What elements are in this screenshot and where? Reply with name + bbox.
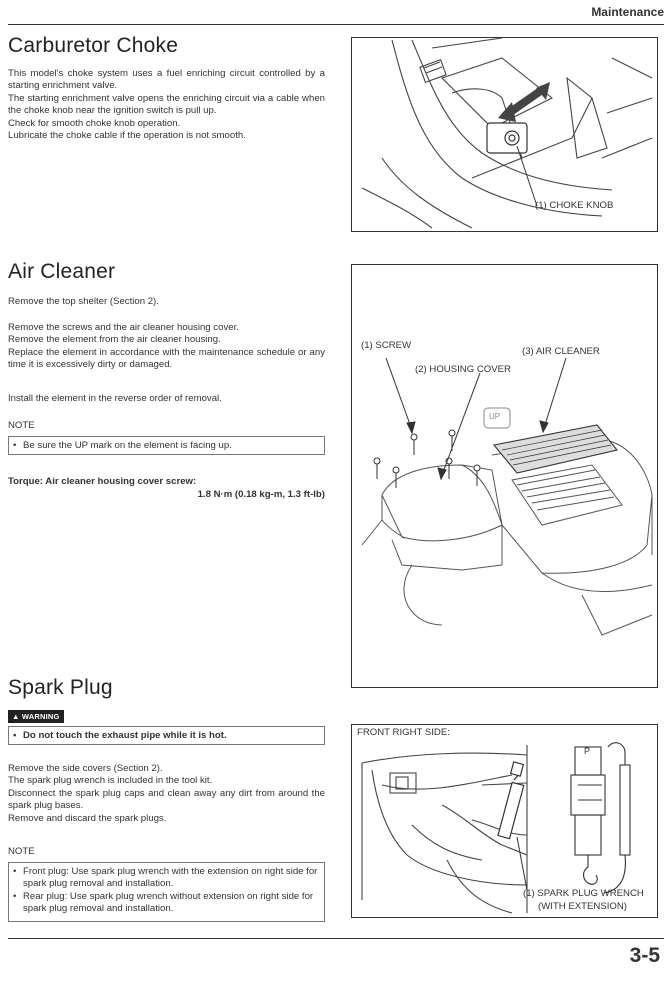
- wrench-p-mark: P: [584, 746, 591, 756]
- warning-box: [8, 726, 325, 745]
- section-title: Maintenance: [591, 5, 664, 19]
- air-note-box: [8, 436, 325, 455]
- choke-knob-figure: [351, 37, 658, 232]
- torque-label: Torque: Air cleaner housing cover screw:: [8, 476, 197, 487]
- torque-value: 1.8 N·m (0.18 kg-m, 1.3 ft-lb): [197, 489, 325, 500]
- spark-paragraph: Remove the side covers (Section 2).: [8, 763, 163, 774]
- spark-paragraph: Remove and discard the spark plugs.: [8, 812, 167, 824]
- air-cleaner-label: (3) AIR CLEANER: [522, 346, 600, 357]
- spark-wrench-label-extension: (WITH EXTENSION): [538, 901, 628, 912]
- air-paragraph: Remove the screws and the air cleaner housing cover.: [8, 322, 239, 333]
- page-header: [8, 0, 664, 25]
- air-paragraph: Remove the element from the air cleaner housing.: [8, 334, 221, 346]
- air-note-heading: NOTE: [8, 420, 35, 431]
- carburetor-choke-heading: Carburetor Choke: [8, 34, 179, 57]
- warning-badge-text: WARNING: [21, 712, 60, 721]
- air-paragraph: Replace the element in accordance with the maintenance schedule or any time it is excessively dirty or damaged.: [8, 346, 325, 371]
- spark-paragraph: The spark plug wrench is included in the tool kit.: [8, 775, 213, 787]
- carb-paragraph: Lubricate the choke cable if the operation is not smooth.: [8, 130, 246, 142]
- carburetor-choke-text: [8, 68, 325, 142]
- warning-badge: ▲ WARNING: [8, 710, 64, 723]
- spark-note-heading: NOTE: [8, 846, 35, 857]
- spark-plug-heading: Spark Plug: [8, 676, 113, 699]
- spark-note-box: [8, 862, 325, 922]
- housing-cover-label: (2) HOUSING COVER: [415, 364, 511, 375]
- air-cleaner-figure: [351, 264, 658, 688]
- carb-paragraph: This model's choke system uses a fuel enriching circuit controlled by a starting enrichment valve.: [8, 68, 325, 92]
- footer-divider: [8, 938, 664, 939]
- air-paragraph: Remove the top shelter (Section 2).: [8, 296, 159, 307]
- page-number: 3-5: [629, 944, 660, 967]
- air-cleaner-heading: Air Cleaner: [8, 260, 116, 283]
- up-mark-label: UP: [489, 412, 501, 421]
- spark-figure-title: FRONT RIGHT SIDE:: [357, 727, 450, 738]
- carb-paragraph: Check for smooth choke knob operation.: [8, 117, 181, 129]
- choke-knob-label: (1) CHOKE KNOB: [535, 200, 614, 211]
- spark-wrench-label: (1) SPARK PLUG WRENCH: [523, 888, 644, 899]
- air-note-item: • Be sure the UP mark on the element is facing up.: [9, 440, 324, 452]
- air-cleaner-steps: [8, 322, 325, 372]
- spark-plug-figure: [351, 724, 658, 918]
- spark-note-item: • Rear plug: Use spark plug wrench without extension on right side for spark plug removal and installation.: [9, 891, 320, 916]
- spark-plug-text: [8, 763, 325, 825]
- air-paragraph: Install the element in the reverse order of removal.: [8, 393, 222, 404]
- warning-text: • Do not touch the exhaust pipe while it is hot.: [9, 730, 324, 742]
- screw-label: (1) SCREW: [361, 340, 412, 351]
- spark-note-item: • Front plug: Use spark plug wrench with the extension on right side for spark plug removal and installation.: [9, 866, 320, 891]
- air-cleaner-illustration: [352, 265, 657, 687]
- spark-paragraph: Disconnect the spark plug caps and clean away any dirt from around the spark plug bases.: [8, 787, 325, 812]
- carb-paragraph: The starting enrichment valve opens the enriching circuit via a cable when the choke knob near the ignition switch is pull up.: [8, 92, 325, 117]
